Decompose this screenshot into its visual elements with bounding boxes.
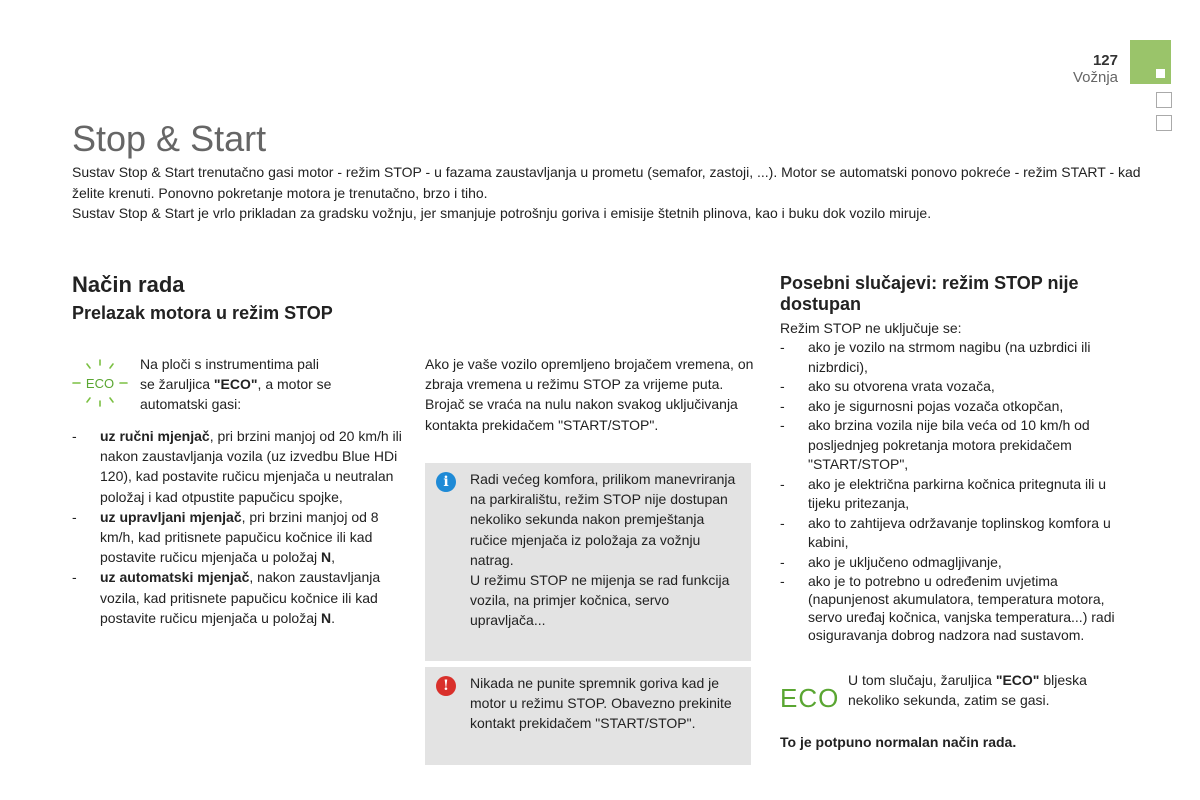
intro <box>72 162 1152 224</box>
eco-description <box>140 354 380 415</box>
eco-text-line: se žaruljica "ECO", a motor se <box>140 376 332 393</box>
eco-blink-icon: ECO <box>780 683 840 713</box>
eco-warning-light-icon <box>72 358 128 408</box>
eco-label: ECO <box>85 376 115 391</box>
info-paragraph: Radi većeg komfora, prilikom manevriranja na parkiralištu, režim STOP nije dostupan nekoliko sekunda nakon premještanja ručice mjenjača iz položaja za vožnju natrag. <box>470 471 736 568</box>
list-item: - ako je električna parkirna kočnica pritegnuta ili u tijeku pritezanja, <box>780 475 1115 514</box>
eco-text-line: automatski gasi: <box>140 396 242 413</box>
chapter-tab <box>1156 115 1172 131</box>
section-subheading: Prelazak motora u režim STOP <box>72 303 333 323</box>
final-note: To je potpuno normalan način rada. <box>780 734 1017 750</box>
warning-icon: ! <box>436 676 456 696</box>
section-heading: Način rada <box>72 272 185 297</box>
intro-paragraph: Sustav Stop & Start trenutačno gasi motor - režim STOP - u fazama zaustavljanja u prometu (semafor, zastoji, ...). Motor se automatski ponovo pokreće - režim START - kad želite krenuti. Ponovno pokretanje motora je trenutačno, brzo i tiho. <box>72 164 1141 201</box>
info-icon: i <box>436 472 456 492</box>
list-item: - ako je to potrebno u određenim uvjetima (napunjenost akumulatora, temperatura motora, servo uređaj kočnica, vanjska temperatura...) radi osiguravanja dobrog nadzora nad sustavom. <box>780 572 1115 644</box>
special-cases-list <box>780 338 1115 644</box>
list-item: - uz ručni mjenjač, pri brzini manjoj od 20 km/h ili nakon zaustavljanja vozila (uz izvedbu Blue HDi 120), kad postavite ručicu mjenjača u neutralan položaj i kad otpustite papučicu spojke, <box>72 426 402 507</box>
special-cases-heading: Posebni slučajevi: režim STOP nije dostupan <box>780 273 1079 314</box>
eco-blink-text: U tom slučaju, žaruljica "ECO" bljeska nekoliko sekunda, zatim se gasi. <box>848 672 1087 709</box>
chapter-tab <box>1156 92 1172 108</box>
info-box <box>425 463 751 661</box>
tab-dot-icon <box>1156 69 1165 78</box>
page-title: Stop & Start <box>72 118 267 159</box>
list-item: - ako su otvorena vrata vozača, <box>780 377 1115 397</box>
list-item: - ako je sigurnosni pojas vozača otkopčan, <box>780 397 1115 417</box>
eco-text-line: Na ploči s instrumentima pali <box>140 356 319 372</box>
intro-paragraph: Sustav Stop & Start je vrlo prikladan za gradsku vožnju, jer smanjuje potrošnju goriva i emisije štetnih plinova, kao i buku dok vozilo miruje. <box>72 205 932 221</box>
warning-box <box>425 667 751 765</box>
section-name: Vožnja <box>1072 69 1118 86</box>
warning-text: Nikada ne punite spremnik goriva kad je motor u režimu STOP. Obavezno prekinite kontakt prekidačem "START/STOP". <box>470 675 732 732</box>
chapter-tab-active <box>1130 40 1171 84</box>
special-cases-lead: Režim STOP ne uključuje se: <box>780 320 962 336</box>
list-item: - uz automatski mjenjač, nakon zaustavljanja vozila, kad pritisnete papučicu kočnice ili kad postavite ručicu mjenjača u položaj N. <box>72 567 402 628</box>
info-text <box>470 469 742 631</box>
list-item: - ako je vozilo na strmom nagibu (na uzbrdici ili nizbrdici), <box>780 338 1115 377</box>
stop-conditions-list <box>72 426 402 628</box>
list-item: - ako brzina vozila nije bila veća od 10 km/h od posljednjeg pokretanja motora prekidačem "START/STOP", <box>780 416 1115 475</box>
list-item: - uz upravljani mjenjač, pri brzini manjoj od 8 km/h, kad pritisnete papučicu kočnice ili kad postavite ručicu mjenjača u položaj N, <box>72 507 402 568</box>
page-number: 127 <box>1092 52 1118 69</box>
timer-note: Ako je vaše vozilo opremljeno brojačem vremena, on zbraja vremena u režimu STOP za vrijeme puta. Brojač se vraća na nulu nakon svakog uključivanja kontakta prekidačem "START/STOP". <box>425 356 754 433</box>
list-item: - ako to zahtijeva održavanje toplinskog komfora u kabini, <box>780 514 1115 553</box>
list-item: - ako je uključeno odmagljivanje, <box>780 553 1115 573</box>
info-paragraph: U režimu STOP ne mijenja se rad funkcija vozila, na primjer kočnica, servo upravljača... <box>470 572 730 629</box>
